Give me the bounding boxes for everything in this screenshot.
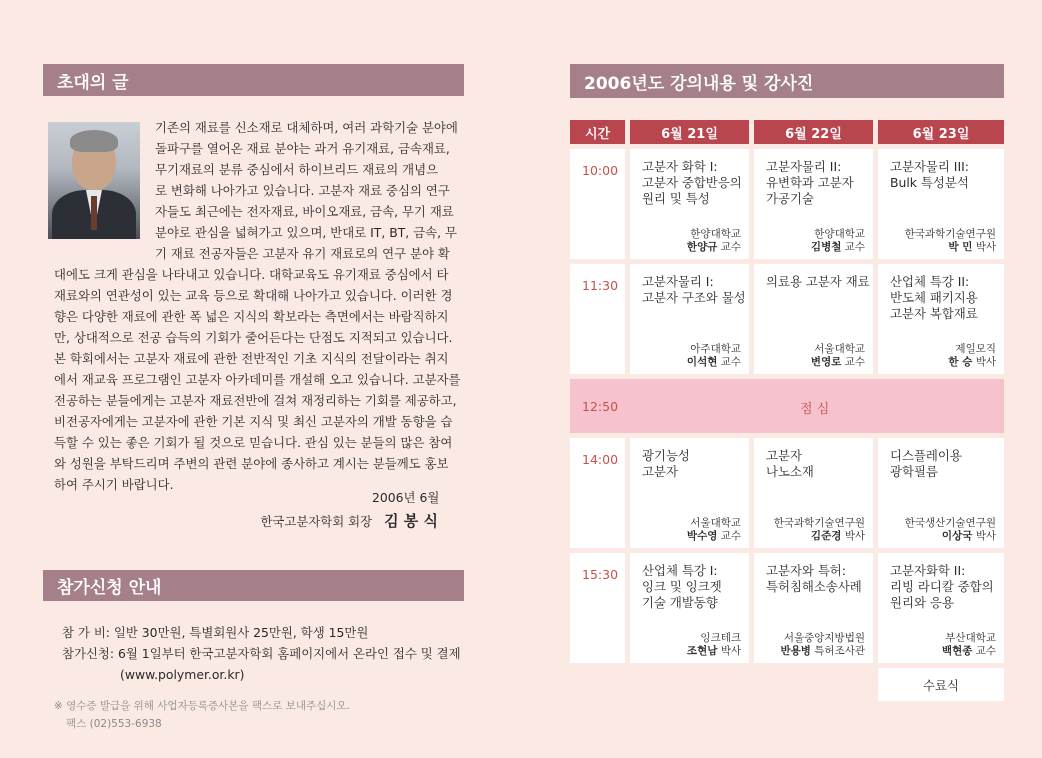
col-header-label: 6월 21일 [661,126,718,142]
col-header-day3 [878,120,1004,144]
text-line: 득할 수 있는 좋은 기회가 될 것으로 믿습니다. 관심 있는 분들의 많은 참여 [54,435,453,450]
fax-line: 팩스 (02)553-6938 [66,718,162,730]
lecturer-role: 교수 [844,241,865,253]
president-photo [48,122,140,239]
registration-info [62,622,462,685]
lecture-cell [878,553,1004,663]
lecturer-org: 서울대학교 [690,517,741,529]
lecture-cell [878,149,1004,259]
lecturer-name: 이상국 [941,530,973,542]
lecturer-info [811,343,865,369]
col-header-label: 시간 [584,126,611,142]
text-line: 와 성원을 부탁드리며 주변의 관련 분야에 종사하고 계시는 분들께도 홍보 [54,456,449,471]
lecturer-info [811,228,865,254]
text-line: 기존의 재료를 신소재로 대체하며, 여러 과학기술 분야에 [155,120,458,135]
fee-row [62,622,462,643]
lecturer-info [687,343,741,369]
lecture-title: 산업체 특강 I: 잉크 및 잉크젯 기술 개발동향 [642,563,722,610]
registration-header [43,570,464,601]
time-cell [570,553,625,663]
text-line: 분야로 관심을 넓혀가고 있으며, 반대로 IT, BT, 금속, 무 [155,225,457,240]
lecture-title: 고분자 나노소재 [766,448,814,479]
lecturer-org: 한국생산기술연구원 [904,517,996,529]
lecturer-org: 한양대학교 [814,228,865,240]
col-header-label: 6월 23일 [912,126,970,142]
text-line: 재료와의 연관성이 있는 교육 등으로 확대해 나아가고 있습니다. 이러한 경 [54,288,453,303]
lecture-title: 디스플레이용 광학필름 [890,448,962,479]
invitation-header-text: 초대의 글 [57,72,129,93]
schedule-header-text: 2006년도 강의내용 및 강사진 [584,73,814,94]
lecturer-role: 교수 [844,356,865,368]
lecturer-role: 박사 [720,645,741,657]
lecturer-role: 교수 [975,645,996,657]
text-line: 돌파구를 열어온 재료 분야는 과거 유기재료, 금속재료, [155,141,450,156]
time-label: 14:00 [582,452,619,467]
lecturer-org: 한국과학기술연구원 [904,228,996,240]
lecturer-role: 박사 [975,241,996,253]
col-header-day2 [754,120,873,144]
time-cell [570,264,625,374]
lecture-title: 고분자와 특허: 특허침해소송사례 [766,563,862,594]
receipt-note [54,697,350,733]
col-header-label: 6월 22일 [785,126,842,142]
lecturer-name: 박수영 [686,530,718,542]
lecture-cell [754,264,873,374]
lecture-cell [878,438,1004,548]
intro-paragraph [155,117,461,264]
fee-label: 참 가 비: [62,625,110,640]
lecture-cell [630,149,749,259]
lecturer-name: 박 민 [948,241,973,253]
lecturer-org: 한양대학교 [690,228,741,240]
lecture-title: 고분자화학 II: 리빙 라디칼 중합의 원리와 응용 [890,563,994,610]
text-line: 로 변화해 나아가고 있습니다. 고분자 재료 중심의 연구 [155,183,450,198]
registration-header-text: 참가신청 안내 [57,578,162,598]
schedule-header [570,64,1004,98]
lecturer-role: 교수 [720,241,741,253]
lecturer-org: 한국과학기술연구원 [773,517,865,529]
text-line: 무기재료의 분류 중심에서 하이브리드 재료의 개념으 [155,162,439,177]
lecture-cell [754,438,873,548]
lecture-cell [754,553,873,663]
lecturer-role: 박사 [844,530,865,542]
letter-date: 2006년 6월 [372,490,440,505]
lecturer-role: 교수 [720,530,741,542]
invitation-header [43,64,464,96]
lecturer-name: 김준경 [810,530,842,542]
lecture-cell [754,149,873,259]
body-paragraph [54,264,462,495]
lecture-title: 고분자물리 III: Bulk 특성분석 [890,159,969,190]
lecturer-role: 박사 [975,530,996,542]
lecture-cell [630,264,749,374]
text-line: 향은 다양한 재료에 관한 폭 넓은 지식의 확보라는 측면에서는 바람직하지 [54,309,449,324]
lecturer-info [905,517,996,543]
apply-url[interactable]: (www.polymer.or.kr) [120,667,245,682]
text-line: 하여 주시기 바랍니다. [54,477,174,492]
lecturer-org: 잉크테크 [700,632,741,644]
lecture-title: 고분자물리 I: 고분자 구조와 물성 [642,274,746,305]
lecturer-role: 특허조사관 [814,645,865,657]
text-line: 만, 상대적으로 전공 습득의 기회가 줄어든다는 단점도 지적되고 있습니다. [54,330,453,345]
text-line: 에서 재교육 프로그램인 고분자 아카데미를 개설해 오고 있습니다. 고분자를 [54,372,461,387]
lecturer-info [687,517,741,543]
lecture-cell [630,438,749,548]
lecturer-info [905,228,996,254]
note-line: ※ 영수증 발급을 위해 사업자등록증사본을 팩스로 보내주십시오. [54,700,350,712]
apply-label: 참가신청: [62,646,115,661]
lunch-time: 12:50 [582,399,619,414]
lecture-cell [878,264,1004,374]
lecturer-name: 반용병 [780,645,811,657]
closing-label: 수료식 [923,677,959,693]
lecturer-org: 서울중앙지방법원 [783,632,865,644]
lecturer-info [774,517,865,543]
lecturer-name: 백현종 [941,645,973,657]
lecturer-role: 교수 [720,356,741,368]
lecturer-name: 한 승 [948,356,973,368]
lecturer-name: 한양규 [686,241,718,253]
signer-name: 김 봉 식 [384,512,438,530]
lecture-title: 고분자물리 II: 유변학과 고분자 가공기술 [766,159,854,206]
text-line: 기 재료 전공자들은 고분자 유기 재료로의 연구 분야 확 [155,246,450,261]
lecturer-info [948,343,996,369]
lecturer-info [687,228,741,254]
lecture-title: 의료용 고분자 재료 [766,274,870,289]
lecturer-info [942,632,996,658]
signature-line [260,510,438,531]
apply-row [62,643,462,664]
lecturer-name: 김병철 [810,241,842,253]
signer-title: 한국고분자학회 회장 [260,514,373,529]
lecturer-role: 박사 [975,356,996,368]
lecturer-org: 서울대학교 [814,343,865,355]
col-header-time [570,120,625,144]
col-header-day1 [630,120,749,144]
lunch-label: 점 심 [800,402,830,417]
lecturer-name: 조현남 [686,645,718,657]
text-line: 본 학회에서는 고분자 재료에 관한 전반적인 기초 지식의 전달이라는 취지 [54,351,449,366]
apply-text: 6월 1일부터 한국고분자학회 홈페이지에서 온라인 접수 및 결제 [118,646,461,661]
text-line: 자들도 최근에는 전자재료, 바이오재료, 금속, 무기 재료 [155,204,454,219]
lecture-title: 산업체 특강 II: 반도체 패키지용 고분자 복합재료 [890,274,978,321]
time-cell [570,149,625,259]
lunch-row [570,379,1004,433]
lecturer-info [687,632,741,658]
text-line: 전공하는 분들에게는 고분자 재료전반에 걸쳐 재정리하는 기회를 제공하고, [54,393,457,408]
closing-ceremony-cell [878,668,1004,701]
time-cell [570,438,625,548]
time-label: 11:30 [582,278,619,293]
lecturer-org: 부산대학교 [945,632,996,644]
text-line: 대에도 크게 관심을 나타내고 있습니다. 대학교육도 유기재료 중심에서 타 [54,267,449,282]
fee-text: 일반 30만원, 특별회원사 25만원, 학생 15만원 [113,625,369,640]
time-label: 15:30 [582,567,619,582]
lecturer-name: 변영로 [810,356,842,368]
lecture-title: 광기능성 고분자 [642,448,690,479]
time-label: 10:00 [582,163,619,178]
text-line: 비전공자에게는 고분자에 관한 기본 지식 및 최신 고분자의 개발 동향을 습 [54,414,453,429]
lecture-title: 고분자 화학 I: 고분자 중합반응의 원리 및 특성 [642,159,742,206]
lecturer-info [781,632,866,658]
lecturer-name: 이석현 [686,356,718,368]
lecturer-org: 제일모직 [955,343,996,355]
lecture-cell [630,553,749,663]
lecturer-org: 아주대학교 [690,343,741,355]
